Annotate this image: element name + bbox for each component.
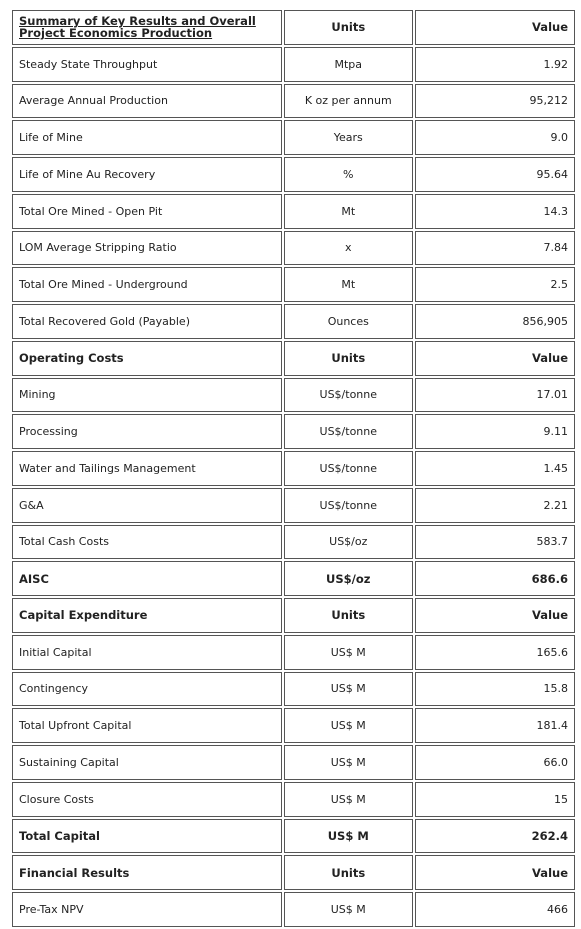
row-label: Closure Costs bbox=[12, 782, 282, 817]
row-unit: K oz per annum bbox=[284, 84, 413, 119]
units-header: Units bbox=[284, 10, 413, 45]
row-label: Total Ore Mined - Open Pit bbox=[12, 194, 282, 229]
table-row bbox=[12, 378, 575, 413]
row-unit: Years bbox=[284, 120, 413, 155]
table-row bbox=[12, 451, 575, 486]
section-header-capital-expenditure bbox=[12, 598, 575, 633]
row-value: 66.0 bbox=[415, 745, 575, 780]
table-row bbox=[12, 635, 575, 670]
row-value: 165.6 bbox=[415, 635, 575, 670]
table-row-total bbox=[12, 819, 575, 854]
row-unit: Mtpa bbox=[284, 47, 413, 82]
table-title-cell bbox=[12, 10, 282, 45]
row-label: Average Annual Production bbox=[12, 84, 282, 119]
table-row bbox=[12, 708, 575, 743]
section-value-header: Value bbox=[415, 855, 575, 890]
row-value: 181.4 bbox=[415, 708, 575, 743]
row-label: Life of Mine bbox=[12, 120, 282, 155]
row-value: 14.3 bbox=[415, 194, 575, 229]
row-unit: US$/tonne bbox=[284, 378, 413, 413]
row-label: Pre-Tax NPV bbox=[12, 892, 282, 927]
row-unit: US$ M bbox=[284, 892, 413, 927]
table-row bbox=[12, 231, 575, 266]
row-unit: US$/tonne bbox=[284, 488, 413, 523]
row-unit: US$ M bbox=[284, 708, 413, 743]
section-title: Operating Costs bbox=[12, 341, 282, 376]
section-units-header: Units bbox=[284, 341, 413, 376]
row-unit: US$/oz bbox=[284, 561, 413, 596]
table-row bbox=[12, 672, 575, 707]
row-label: Total Cash Costs bbox=[12, 525, 282, 560]
table-title bbox=[19, 15, 275, 39]
table-row bbox=[12, 488, 575, 523]
row-value: 15 bbox=[415, 782, 575, 817]
row-label: Water and Tailings Management bbox=[12, 451, 282, 486]
row-unit: US$/tonne bbox=[284, 414, 413, 449]
row-unit: US$/tonne bbox=[284, 451, 413, 486]
table-row bbox=[12, 157, 575, 192]
section-value-header: Value bbox=[415, 598, 575, 633]
row-unit: US$ M bbox=[284, 782, 413, 817]
row-value: 856,905 bbox=[415, 304, 575, 339]
row-unit: US$ M bbox=[284, 745, 413, 780]
row-unit: x bbox=[284, 231, 413, 266]
table-row bbox=[12, 892, 575, 927]
table-row-total bbox=[12, 561, 575, 596]
row-value: 1.92 bbox=[415, 47, 575, 82]
table-row bbox=[12, 120, 575, 155]
row-value: 17.01 bbox=[415, 378, 575, 413]
row-value: 9.11 bbox=[415, 414, 575, 449]
table-row bbox=[12, 194, 575, 229]
section-title: Capital Expenditure bbox=[12, 598, 282, 633]
row-label: Mining bbox=[12, 378, 282, 413]
section-units-header: Units bbox=[284, 855, 413, 890]
row-label: Initial Capital bbox=[12, 635, 282, 670]
row-label: Life of Mine Au Recovery bbox=[12, 157, 282, 192]
value-header: Value bbox=[415, 10, 575, 45]
table-row bbox=[12, 414, 575, 449]
title-line1: Summary of Key Results and Overall bbox=[19, 14, 256, 29]
row-label: G&A bbox=[12, 488, 282, 523]
row-value: 95.64 bbox=[415, 157, 575, 192]
row-value: 2.21 bbox=[415, 488, 575, 523]
row-unit: US$ M bbox=[284, 819, 413, 854]
section-title: Financial Results bbox=[12, 855, 282, 890]
row-value: 686.6 bbox=[415, 561, 575, 596]
section-header-financial-results bbox=[12, 855, 575, 890]
table-header-row bbox=[12, 10, 575, 45]
row-unit: US$/oz bbox=[284, 525, 413, 560]
row-label: AISC bbox=[12, 561, 282, 596]
row-value: 1.45 bbox=[415, 451, 575, 486]
row-value: 466 bbox=[415, 892, 575, 927]
row-value: 583.7 bbox=[415, 525, 575, 560]
table-row bbox=[12, 745, 575, 780]
row-value: 7.84 bbox=[415, 231, 575, 266]
table-row bbox=[12, 525, 575, 560]
row-value: 262.4 bbox=[415, 819, 575, 854]
row-label: Total Upfront Capital bbox=[12, 708, 282, 743]
section-value-header: Value bbox=[415, 341, 575, 376]
row-value: 2.5 bbox=[415, 267, 575, 302]
table-row bbox=[12, 304, 575, 339]
row-label: Total Capital bbox=[12, 819, 282, 854]
summary-table bbox=[10, 8, 577, 929]
row-label: LOM Average Stripping Ratio bbox=[12, 231, 282, 266]
row-label: Total Recovered Gold (Payable) bbox=[12, 304, 282, 339]
row-unit: % bbox=[284, 157, 413, 192]
row-label: Total Ore Mined - Underground bbox=[12, 267, 282, 302]
title-line2-rest: Production bbox=[137, 26, 213, 41]
row-value: 9.0 bbox=[415, 120, 575, 155]
row-unit: Mt bbox=[284, 267, 413, 302]
title-line2-underlined: Project Economics bbox=[19, 26, 138, 41]
row-unit: US$ M bbox=[284, 672, 413, 707]
section-units-header: Units bbox=[284, 598, 413, 633]
row-unit: US$ M bbox=[284, 635, 413, 670]
row-value: 95,212 bbox=[415, 84, 575, 119]
row-value: 15.8 bbox=[415, 672, 575, 707]
row-unit: Ounces bbox=[284, 304, 413, 339]
table-row bbox=[12, 47, 575, 82]
section-header-operating-costs bbox=[12, 341, 575, 376]
table-row bbox=[12, 782, 575, 817]
row-label: Steady State Throughput bbox=[12, 47, 282, 82]
row-label: Processing bbox=[12, 414, 282, 449]
row-unit: Mt bbox=[284, 194, 413, 229]
row-label: Contingency bbox=[12, 672, 282, 707]
table-row bbox=[12, 267, 575, 302]
row-label: Sustaining Capital bbox=[12, 745, 282, 780]
table-row bbox=[12, 84, 575, 119]
